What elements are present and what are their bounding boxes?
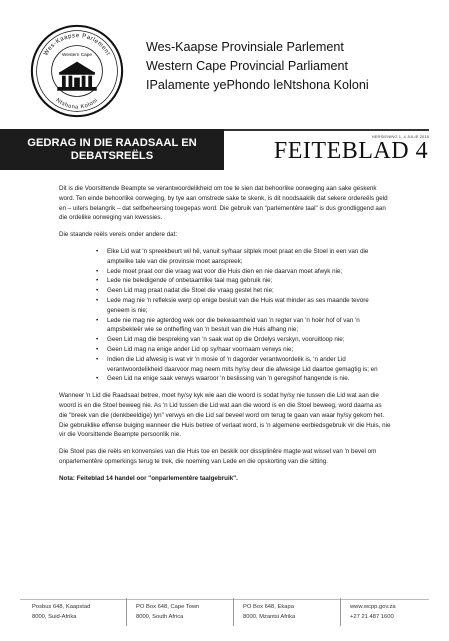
intro-paragraph: Dit is die Voorsittende Beampte se verantwoordelikheid om toe te sien dat behoorlike oorweging aan sake geskenk word. Ten einde behoorlike oorweging, by tye aan omstrede sake te skenk, is dit noodsaaklik dat sekere ordereëls geld en – uiters belangrik – dat selfbeheersing toegepas word. Die gebruik van "parlementêre taal" is dus grondliggend aan die ordelike oorweging van kwessies. (59, 185, 388, 222)
footer-contact (350, 603, 396, 622)
footer-divider (340, 598, 341, 626)
footer-line: PO Box 648, Ekapa (243, 604, 294, 610)
fact-sheet-number: FEITEBLAD 4 (273, 138, 429, 164)
phone-number: +27 21 487 1600 (350, 613, 394, 620)
footer-address-afrikaans (32, 603, 90, 622)
footer-address-english (136, 603, 199, 622)
seal-top-text: Wes-Kaapse Parlement (43, 33, 111, 57)
website-link[interactable]: www.wcpp.gov.za (350, 604, 396, 610)
rules-intro: Die staande reëls vereis onder andere dat: (59, 231, 178, 239)
footer-divider (233, 598, 234, 626)
seal-bottom-text: Ntshona Koloni (54, 97, 100, 111)
footer-rule (20, 599, 429, 600)
list-item: • Lede moet praat oor die vraag wat voor die Huis dien en nie daarvan moet afwyk nie; (107, 267, 391, 277)
document-title: GEDRAG IN DIE RAADSAAL EN DEBATSREËLS (27, 137, 197, 162)
title-banner (0, 129, 224, 170)
org-name-afrikaans: Wes-Kaapse Provinsiale Parlement (146, 40, 344, 54)
list-item: • Geen Lid mag die bespreking van 'n saak wat op die Ordelys verskyn, vooruitloop nie; (107, 335, 391, 345)
parliament-seal-logo (30, 24, 124, 118)
organization-name-block (146, 38, 369, 95)
footer-line: Posbus 648, Kaapstad (32, 604, 91, 610)
list-item: • Elke Lid wat 'n spreekbeurt wil hê, vanuit sy/haar sitplek moet praat en die Stoel in een van die amptelike tale van die provinsie moet aanspreek; (107, 247, 391, 267)
list-item: • Geen Lid mag na enige ander Lid op sy/haar voornaam verwys nie; (107, 345, 391, 355)
banner-divider (224, 129, 429, 131)
footer-line: PO Box 648, Cape Town (136, 604, 200, 610)
seal-inner-text: Western Cape (62, 51, 92, 57)
footer-line: 8000, Mzantsi Afrika (243, 613, 296, 620)
footer-line: 8000, South Africa (136, 613, 184, 620)
list-item: • Lede mag nie 'n refleksie werp op enige besluit van die Huis wat minder as ses maande tevore geneem is nie; (107, 296, 391, 316)
footer-divider (126, 598, 127, 626)
list-item: • Geen Lid mag praat nadat die Stoel die vraag gestel het nie; (107, 286, 391, 296)
footer-address-xhosa (243, 603, 295, 622)
chair-powers-paragraph: Die Stoel pas die reëls en konvensies van die Huis toe en beskik oor dissiplinêre magte wat wissel van 'n bevel om onparlementêre opmerkings terug te trek, die noeming van Lede en die opskorting van die sitting. (59, 448, 377, 465)
list-item: • Lede nie beledigende of onbetaamlike taal mag gebruik nie; (107, 276, 391, 286)
org-name-xhosa: IPalamente yePhondo leNtshona Koloni (146, 78, 369, 92)
list-item: • Geen Lid na enige saak verwys waaroor 'n beslissing van 'n geregshof hangende is nie. (107, 374, 391, 384)
list-item: • Indien die Lid afwesig is wat vir 'n mosie of 'n dagorder verantwoordelik is, 'n ander Lid verantwoordelikheid daarvoor mag neem mits hy/sy deur die afwesige Lid daartoe gemagtig is; en (107, 355, 391, 375)
revision-label: HERSIENING 1, 4 JULIE 2018 (371, 134, 429, 139)
document-body (59, 184, 391, 491)
rules-list (59, 247, 391, 384)
chamber-conduct-paragraph: Wanneer 'n Lid die Raadsaal betree, moet hy/sy kyk wie aan die woord is sodat hy/sy nie tussen die Lid wat aan die woord is en die Stoel beweeg nie. As 'n Lid tussen die Lid wat aan die woord is en die Stoel beweeg, word daarna as die "breek van die (denkbeeldige) lyn" verwys en die Lid sal beveel word om terug te gaan van waar hy/sy gekom het. Die gebruiklike effense buiging wanneer die Huis betree of verlaat word, is 'n algemene eerbiedsgebruik vir die Huis, nie vir die Voorsittende Beampte persoonlik nie. (59, 392, 391, 439)
note-paragraph: Nota: Feiteblad 14 handel oor "onparlementêre taalgebruik". (59, 474, 238, 482)
footer-line: 8000, Suid-Afrika (32, 613, 77, 620)
list-item: • Lede nie mag nie agterdog wek oor die bekwaamheid van 'n regter van 'n hoër hof of van 'n ampsbekleër wie se ontheffing van 'n besluit van die Huis afhang nie; (107, 316, 391, 336)
org-name-english: Western Cape Provincial Parliament (146, 59, 349, 73)
